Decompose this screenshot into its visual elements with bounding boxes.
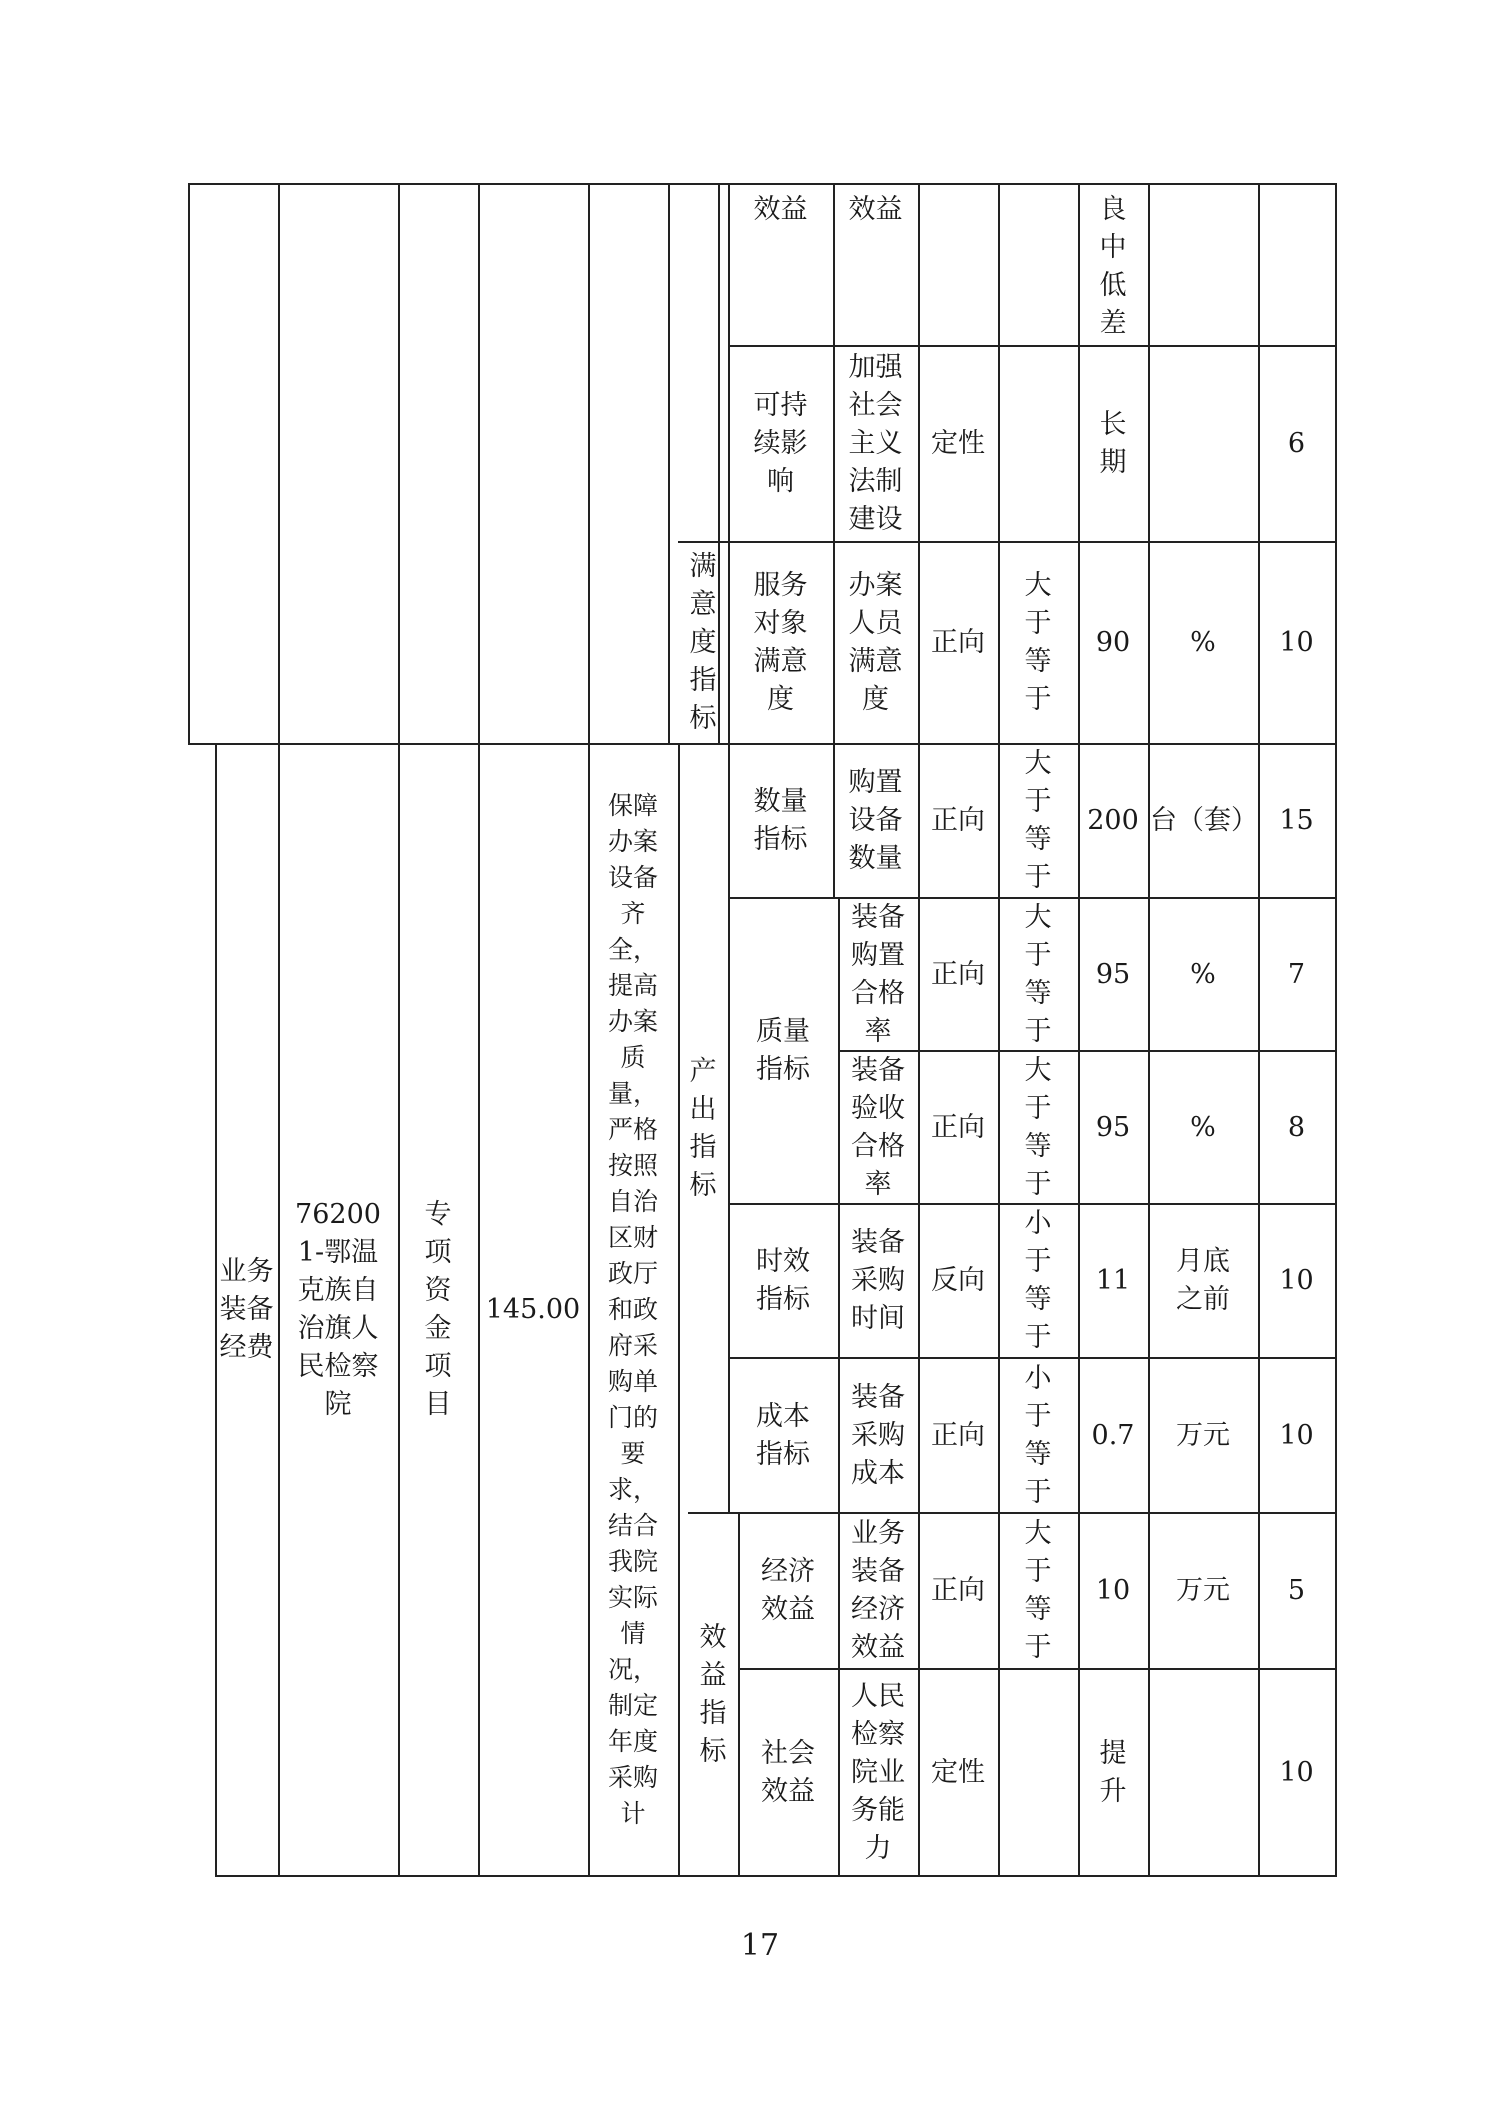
page-number: 17 [740,1928,780,1963]
effect-label-a: 效益 [753,194,808,225]
row-1-l2: 质量指标 [756,1016,810,1085]
row-4-unit: 万元 [1176,1419,1230,1451]
row-6-nature: 定性 [931,1756,985,1788]
row-0-cmp: 大于等于 [1024,748,1052,893]
project-type: 专项资金项目 [424,1199,452,1420]
row-1-nature: 正向 [931,958,985,990]
project-name: 业务装备经费 [219,1256,274,1363]
benefit-indicator-label: 效益指标 [699,1621,727,1767]
row-6-l3: 人民检察院业务能力 [851,1680,905,1864]
sustain-l2: 可持续影响 [753,390,808,497]
row-0-nature: 正向 [931,805,985,836]
row-3-unit: 月底之前 [1176,1246,1230,1315]
row-1-l3: 装备购置合格率 [851,901,905,1047]
row-5-cmp: 大于等于 [1024,1518,1052,1663]
row-6-unit [1148,1670,1258,1875]
row-0-value: 200 [1087,805,1139,836]
row-2-unit: % [1190,1111,1216,1143]
row-0-l3: 购置设备数量 [848,767,903,874]
row-4-l2: 成本指标 [756,1400,810,1470]
satisfaction-value: 90 [1095,627,1131,658]
sustain-score: 6 [1287,428,1306,459]
satisfaction-unit: % [1190,627,1216,658]
row-1-unit: % [1190,958,1216,990]
row-2-value: 95 [1095,1111,1131,1143]
grade-options: 良中低差 [1099,194,1127,339]
row-3-cmp: 小于等于 [1024,1208,1052,1353]
row-3-l2: 时效指标 [756,1246,810,1315]
row-3-nature: 反向 [931,1265,985,1296]
table-bottom-border [215,1875,1337,1877]
row-3-value: 11 [1095,1265,1131,1296]
row-4-nature: 正向 [931,1419,985,1451]
sustain-nature: 定性 [931,428,985,459]
project-unit: 762001-鄂温克族自治旗人民检察院 [295,1199,381,1420]
satisfaction-l3: 办案人员满意度 [848,570,903,715]
row-0-l2: 数量指标 [753,786,808,855]
row-5-nature: 正向 [931,1575,985,1606]
table-right-border [1335,183,1337,1877]
row-4-cmp: 小于等于 [1024,1362,1052,1508]
sustain-value: 长期 [1099,409,1127,478]
row-3-score: 10 [1279,1265,1314,1296]
satisfaction-nature: 正向 [931,627,985,658]
project-goal: 保障办案设备齐全，提高办案质量，严格按照自治区财政厅和政府采购单门的要求，结合我院实际情况，制定年度采购计 [607,791,658,1828]
row-4-score: 10 [1279,1419,1314,1451]
row-6-cmp [998,1670,1078,1875]
row-1-score: 7 [1287,958,1306,990]
row-2-nature: 正向 [931,1111,985,1143]
effect-label-b: 效益 [848,194,903,225]
row-6-score: 10 [1279,1756,1314,1788]
row-5-value: 10 [1095,1575,1131,1606]
row-5-score: 5 [1287,1575,1306,1606]
satisfaction-l2: 服务对象满意度 [753,570,808,715]
row-4-l3: 装备采购成本 [851,1381,905,1489]
col-divider [668,183,670,743]
row-2-cmp: 大于等于 [1024,1054,1052,1200]
satisfaction-l1: 满意度指标 [689,551,717,734]
row-2-l3: 装备验收合格率 [851,1054,905,1200]
sustain-l3: 加强社会主义法制建设 [848,352,903,535]
output-indicator-label: 产出指标 [689,1055,717,1201]
row-1-value: 95 [1095,958,1131,990]
row-5-l3: 业务装备经济效益 [851,1518,905,1663]
col-divider [188,183,190,743]
row-6-l2: 社会效益 [761,1737,815,1807]
row-2-score: 8 [1287,1111,1306,1143]
row-5-l2: 经济效益 [761,1556,815,1625]
row-5-unit: 万元 [1176,1575,1230,1606]
row-6-value: 提升 [1099,1737,1127,1807]
row-0-score: 15 [1279,805,1314,836]
satisfaction-score: 10 [1279,627,1314,658]
row-3-l3: 装备采购时间 [851,1227,905,1334]
row-4-value: 0.7 [1091,1419,1135,1451]
row-0-unit: 台（套） [1150,805,1258,836]
project-amount: 145.00 [485,1294,581,1325]
row-1-cmp: 大于等于 [1024,901,1052,1047]
satisfaction-cmp: 大于等于 [1024,570,1052,715]
